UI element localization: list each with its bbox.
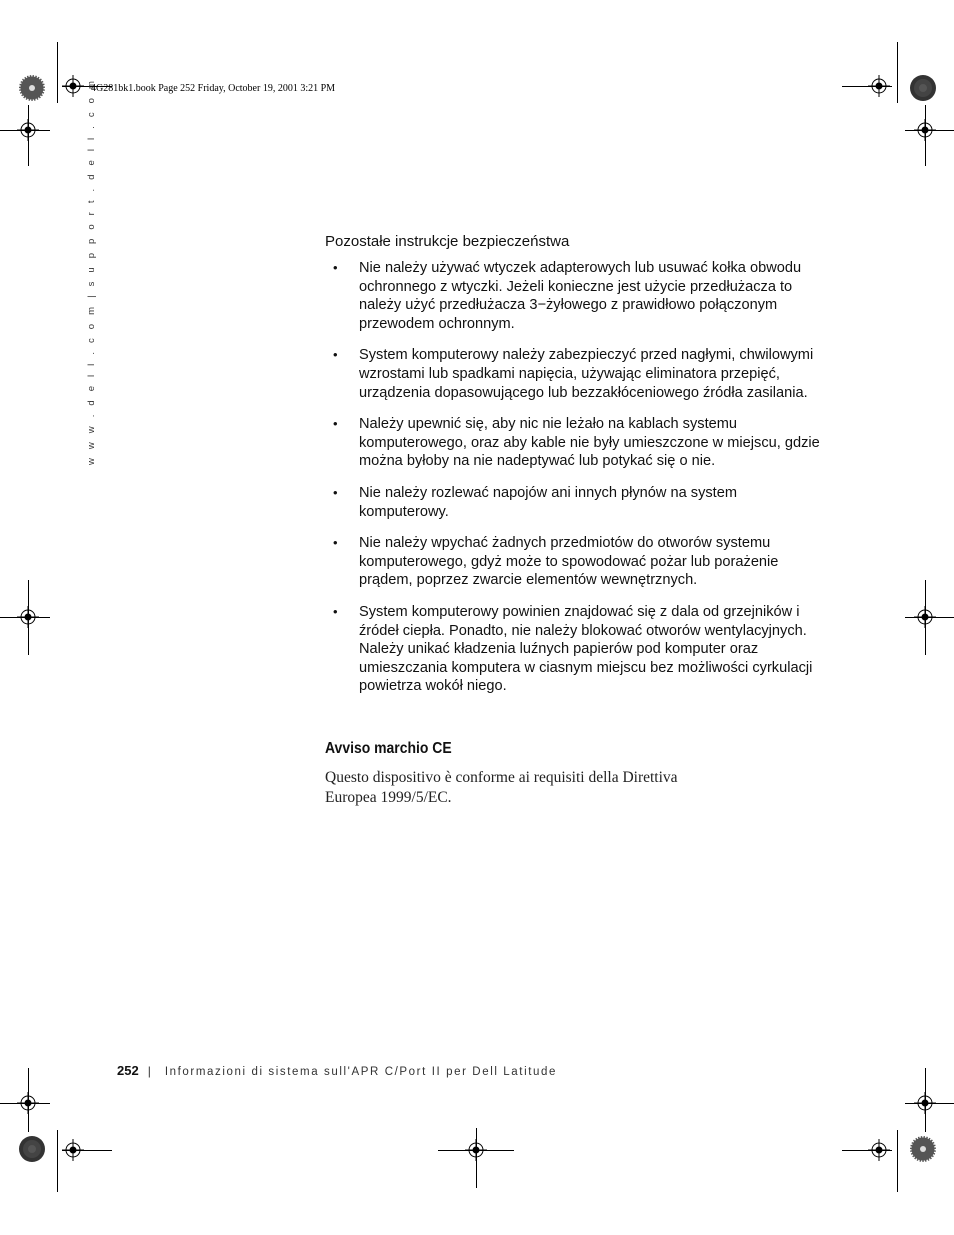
- registration-mark: [868, 75, 890, 97]
- page-footer: [117, 1062, 557, 1080]
- list-item: [325, 259, 825, 333]
- registration-mark: [17, 606, 39, 628]
- registration-mark: [17, 119, 39, 141]
- list-item-text: Nie należy używać wtyczek adapterowych lub usuwać kołka obwodu ochronnego z wtyczki. Jeżeli konieczne jest użycie przedłużacza to należy użyć przedłużacza 3−żyłowego z prawidłowo połączonym przewodem ochronnym.: [359, 260, 802, 332]
- star-target-icon: [18, 1135, 46, 1163]
- section-title: Pozostałe instrukcje bezpieczeństwa: [325, 233, 570, 250]
- sidebar-url: w w w . d e l l . c o m | s u p p o r t . d e l l . c o m: [86, 77, 97, 465]
- list-item-text: System komputerowy należy zabezpieczyć przed nagłymi, chwilowymi wzrostami lub spadkami napięcia, używając eliminatora przepięć, urządzenia dopasowującego lub bezzakłóceniowego źródła zasilania.: [359, 347, 814, 401]
- registration-mark: [62, 75, 84, 97]
- ce-notice-title: Avviso marchio CE: [325, 739, 452, 757]
- list-item: [325, 415, 825, 471]
- list-item-text: Nie należy wpychać żadnych przedmiotów do otworów systemu komputerowego, gdyż może to spowodować pożar lub porażenie prądem, poprzez zwarcie elementów wewnętrznych.: [359, 535, 779, 589]
- registration-mark: [17, 1092, 39, 1114]
- list-item: [325, 603, 825, 696]
- print-header-stamp: 4G281bk1.book Page 252 Friday, October 19, 2001 3:21 PM: [91, 83, 336, 94]
- bullet-icon: •: [333, 603, 338, 619]
- crop-mark: [897, 42, 898, 103]
- bullet-icon: •: [333, 416, 338, 432]
- footer-separator: |: [147, 1064, 151, 1078]
- star-target-icon: [909, 74, 937, 102]
- crop-mark: [897, 1130, 898, 1192]
- ce-notice-body: Questo dispositivo è conforme ai requisiti della Direttiva Europea 1999/5/EC.: [325, 768, 678, 807]
- list-item-text: System komputerowy powinien znajdować się z dala od grzejników i źródeł ciepła. Ponadto, nie należy blokować otworów wentylacyjnych. Należy unikać kładzenia luźnych papierów pod komputer oraz umieszczania komputera w ciasnym miejscu bez możliwości cyrkulacji powietrza wokół niego.: [359, 603, 813, 695]
- list-item-text: Nie należy rozlewać napojów ani innych płynów na system komputerowy.: [359, 484, 738, 520]
- footer-title: Informazioni di sistema sull'APR C/Port II per Dell Latitude: [164, 1066, 558, 1078]
- star-target-icon: [18, 74, 46, 102]
- registration-mark: [62, 1139, 84, 1161]
- bullet-icon: •: [333, 260, 338, 275]
- list-item: [325, 534, 825, 590]
- bullet-icon: •: [333, 535, 338, 551]
- registration-mark: [465, 1139, 487, 1161]
- registration-mark: [868, 1139, 890, 1161]
- bullet-icon: •: [333, 347, 338, 363]
- crop-mark: [57, 42, 58, 103]
- list-item: [325, 484, 825, 521]
- registration-mark: [914, 119, 936, 141]
- star-target-icon: [909, 1135, 937, 1163]
- safety-list: [325, 259, 825, 696]
- list-item: [325, 346, 825, 402]
- list-item-text: Należy upewnić się, aby nic nie leżało na kablach systemu komputerowego, oraz aby kable nie były umieszczone w miejscu, gdzie można byłoby na nie nadeptywać lub potykać się o nie.: [359, 416, 820, 470]
- main-content: [325, 233, 825, 809]
- page-number: 252: [117, 1063, 139, 1078]
- crop-mark: [57, 1130, 58, 1192]
- registration-mark: [914, 606, 936, 628]
- bullet-icon: •: [333, 484, 338, 500]
- registration-mark: [914, 1092, 936, 1114]
